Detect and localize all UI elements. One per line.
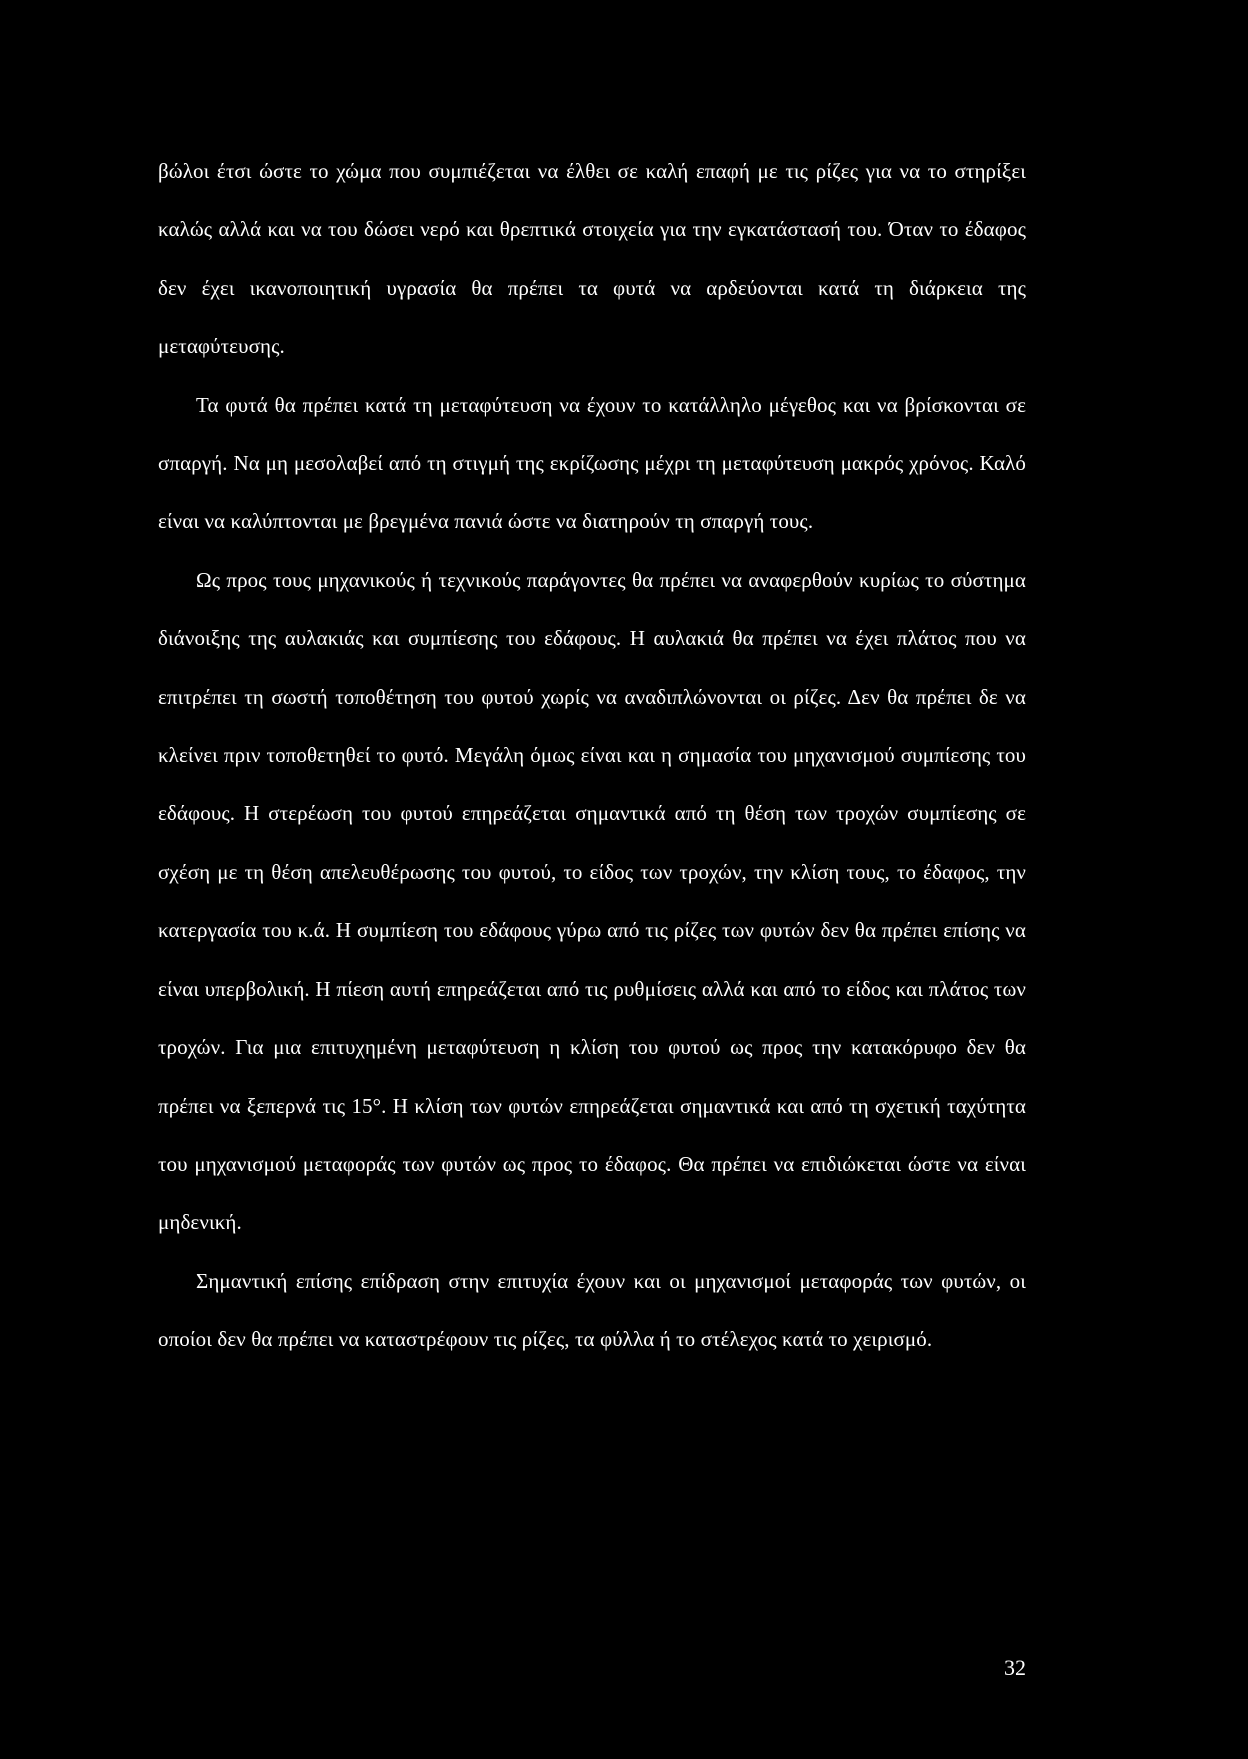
paragraph-3: Ως προς τους μηχανικούς ή τεχνικούς παράγοντες θα πρέπει να αναφερθούν κυρίως το σύστημα διάνοιξης της αυλακιάς και συμπίεσης του εδάφους. Η αυλακιά θα πρέπει να έχει πλάτος που να επιτρέπει τη σωστή τοποθέτηση του φυτού χωρίς να αναδιπλώνονται οι ρίζες. Δεν θα πρέπει δε να κλείνει πριν τοποθετηθεί το φυτό. Μεγάλη όμως είναι και η σημασία του μηχανισμού συμπίεσης του εδάφους. Η στερέωση του φυτού επηρεάζεται σημαντικά από τη θέση των τροχών συμπίεσης σε σχέση με τη θέση απελευθέρωσης του φυτού, το είδος των τροχών, την κλίση τους, το έδαφος, την κατεργασία του κ.ά. Η συμπίεση του εδάφους γύρω από τις ρίζες των φυτών δεν θα πρέπει επίσης να είναι υπερβολική. Η πίεση αυτή επηρεάζεται από τις ρυθμίσεις αλλά και από το είδος και πλάτος των τροχών. Για μια επιτυχημένη μεταφύτευση η κλίση του φυτού ως προς την κατακόρυφο δεν θα πρέπει να ξεπερνά τις 15°. Η κλίση των φυτών επηρεάζεται σημαντικά και από τη σχετική ταχύτητα του μηχανισμού μεταφοράς των φυτών ως προς το έδαφος. Θα πρέπει να επιδιώκεται ώστε να είναι μηδενική. [158, 567, 1026, 1235]
paragraph-2: Τα φυτά θα πρέπει κατά τη μεταφύτευση να έχουν το κατάλληλο μέγεθος και να βρίσκονται σε σπαργή. Να μη μεσολαβεί από τη στιγμή της εκρίζωσης μέχρι τη μεταφύτευση μακρός χρόνος. Καλό είναι να καλύπτονται με βρεγμένα πανιά ώστε να διατηρούν τη σπαργή τους. [158, 392, 1026, 534]
paragraph-1: βώλοι έτσι ώστε το χώμα που συμπιέζεται να έλθει σε καλή επαφή με τις ρίζες για να το στηρίξει καλώς αλλά και να του δώσει νερό και θρεπτικά στοιχεία για την εγκατάστασή του. Όταν το έδαφος δεν έχει ικανοποιητική υγρασία θα πρέπει τα φυτά να αρδεύονται κατά τη διάρκεια της μεταφύτευσης. [158, 159, 1026, 359]
body-text [158, 142, 1026, 1369]
paragraph-4: Σημαντική επίσης επίδραση στην επιτυχία έχουν και οι μηχανισμοί μεταφοράς των φυτών, οι οποίοι δεν θα πρέπει να καταστρέφουν τις ρίζες, τα φύλλα ή το στέλεχος κατά το χειρισμό. [158, 1268, 1026, 1352]
page-number: 32 [1004, 1655, 1026, 1680]
